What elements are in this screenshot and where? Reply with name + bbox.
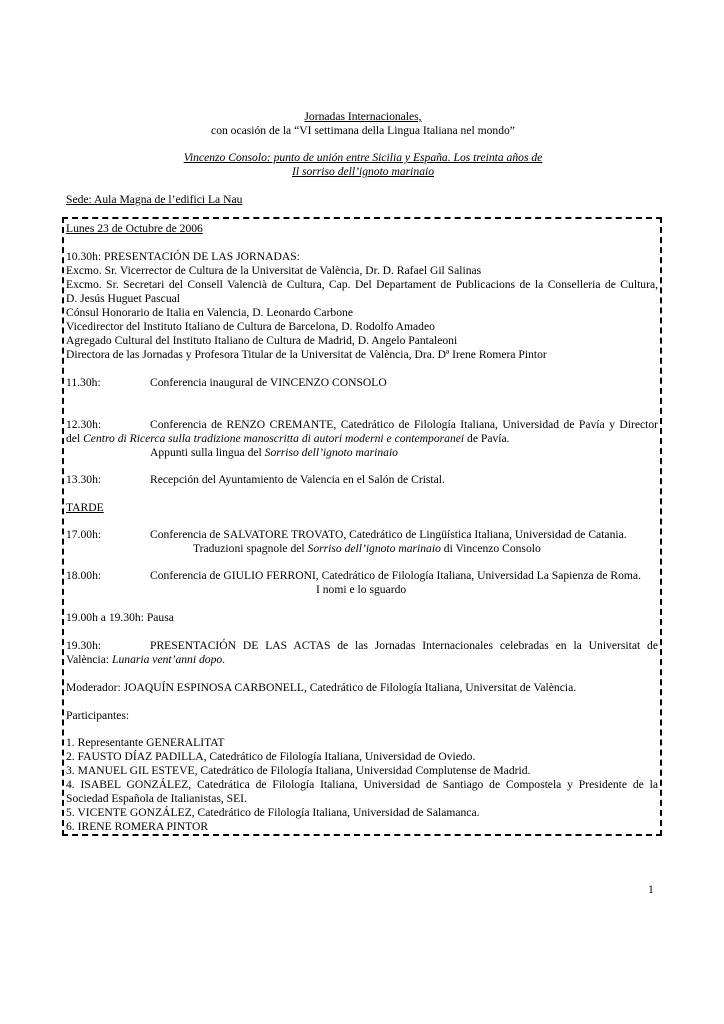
participant: 5. VICENTE GONZÁLEZ, Catedrático de Filología Italiana, Universidad de Salamanca.: [66, 806, 480, 819]
event-text: Recepción del Ayuntamiento de Valencia en el Salón de Cristal.: [150, 473, 445, 486]
presentation-heading: 10.30h: PRESENTACIÓN DE LAS JORNADAS:: [66, 250, 300, 263]
event-subtitle: Appunti sulla lingua del Sorriso dell’ignoto marinaio: [150, 446, 398, 459]
subtitle-line-1: Vincenzo Consolo: punto de unión entre Sicilia y España. Los treinta años de: [183, 151, 543, 164]
participant: 4. ISABEL GONZÁLEZ, Catedrática de Filología Italiana, Universidad de Santiago de Compostela y Presidente de la: [66, 778, 658, 791]
section-tarde: TARDE: [66, 501, 104, 514]
title-line-2: con ocasión de la “VI settimana della Lingua Italiana nel mondo”: [211, 124, 515, 137]
participant: 2. FAUSTO DÍAZ PADILLA, Catedrático de Filología Italiana, Universidad de Oviedo.: [66, 750, 476, 763]
participant: 3. MANUEL GIL ESTEVE, Catedrático de Filología Italiana, Universidad Complutense de Madrid.: [66, 764, 531, 777]
moderator: Moderador: JOAQUÍN ESPINOSA CARBONELL, Catedrático de Filología Italiana, Universitat de València.: [66, 681, 577, 694]
event-time: 12.30h:: [66, 418, 102, 431]
presentation-line: Cónsul Honorario de Italia en Valencia, D. Leonardo Carbone: [66, 306, 353, 319]
participant: Sociedad Española de Italianistas, SEI.: [66, 792, 247, 805]
presentation-line: Excmo. Sr. Secretari del Consell Valencià de Cultura, Cap. Del Departament de Publicacions de la Conselleria de Cultura,: [66, 278, 658, 291]
presentation-line: D. Jesús Huguet Pascual: [66, 292, 180, 305]
event-text: Conferencia inaugural de VINCENZO CONSOLO: [150, 376, 387, 389]
venue: Sede: Aula Magna de l’edifici La Nau: [66, 193, 243, 206]
participant: 6. IRENE ROMERA PINTOR: [66, 820, 209, 833]
event-subtitle: Traduzioni spagnole del Sorriso dell’ignoto marinaio di Vincenzo Consolo: [193, 542, 541, 555]
event-time: 18.00h:: [66, 569, 102, 582]
event-text: PRESENTACIÓN DE LAS ACTAS de las Jornadas Internacionales celebradas en la Universitat de: [150, 639, 658, 652]
pause: 19.00h a 19.30h: Pausa: [66, 611, 174, 624]
event-time: 11.30h:: [66, 376, 101, 389]
page-number: 1: [648, 883, 654, 896]
event-text: Conferencia de GIULIO FERRONI, Catedrático de Filología Italiana, Universidad La Sapienza de Roma.: [150, 569, 641, 582]
participant: 1. Representante GENERALITAT: [66, 736, 225, 749]
presentation-line: Directora de las Jornadas y Profesora Titular de la Universitat de València, Dra. Dª Irene Romera Pintor: [66, 348, 547, 361]
presentation-line: Vicedirector del Instituto Italiano de Cultura de Barcelona, D. Rodolfo Amadeo: [66, 320, 435, 333]
title-line-1: Jornadas Internacionales,: [304, 110, 422, 123]
event-time: 17.00h:: [66, 528, 102, 541]
participants-label: Participantes:: [66, 709, 130, 722]
event-time: 13.30h:: [66, 473, 102, 486]
event-time: 19.30h:: [66, 639, 102, 652]
program-date: Lunes 23 de Octubre de 2006: [66, 222, 203, 235]
event-subtitle: I nomi e lo sguardo: [316, 583, 407, 596]
event-text: Conferencia de SALVATORE TROVATO, Catedrático de Lingüística Italiana, Universidad de Catania.: [150, 528, 627, 541]
subtitle-line-2: Il sorriso dell’ignoto marinaio: [291, 165, 435, 178]
event-text-line: del Centro di Ricerca sulla tradizione manoscritta di autori moderni e contemporanei de Pavía.: [66, 432, 510, 445]
event-text: Conferencia de RENZO CREMANTE, Catedrático de Filología Italiana, Universidad de Pavía y Director: [150, 418, 658, 431]
presentation-line: Excmo. Sr. Vicerrector de Cultura de la Universitat de València, Dr. D. Rafael Gil Salinas: [66, 264, 482, 277]
event-text-line: València: Lunaria vent’anni dopo.: [66, 653, 226, 666]
presentation-line: Agregado Cultural del Instituto Italiano de Cultura de Madrid, D. Angelo Pantaleoni: [66, 334, 458, 347]
